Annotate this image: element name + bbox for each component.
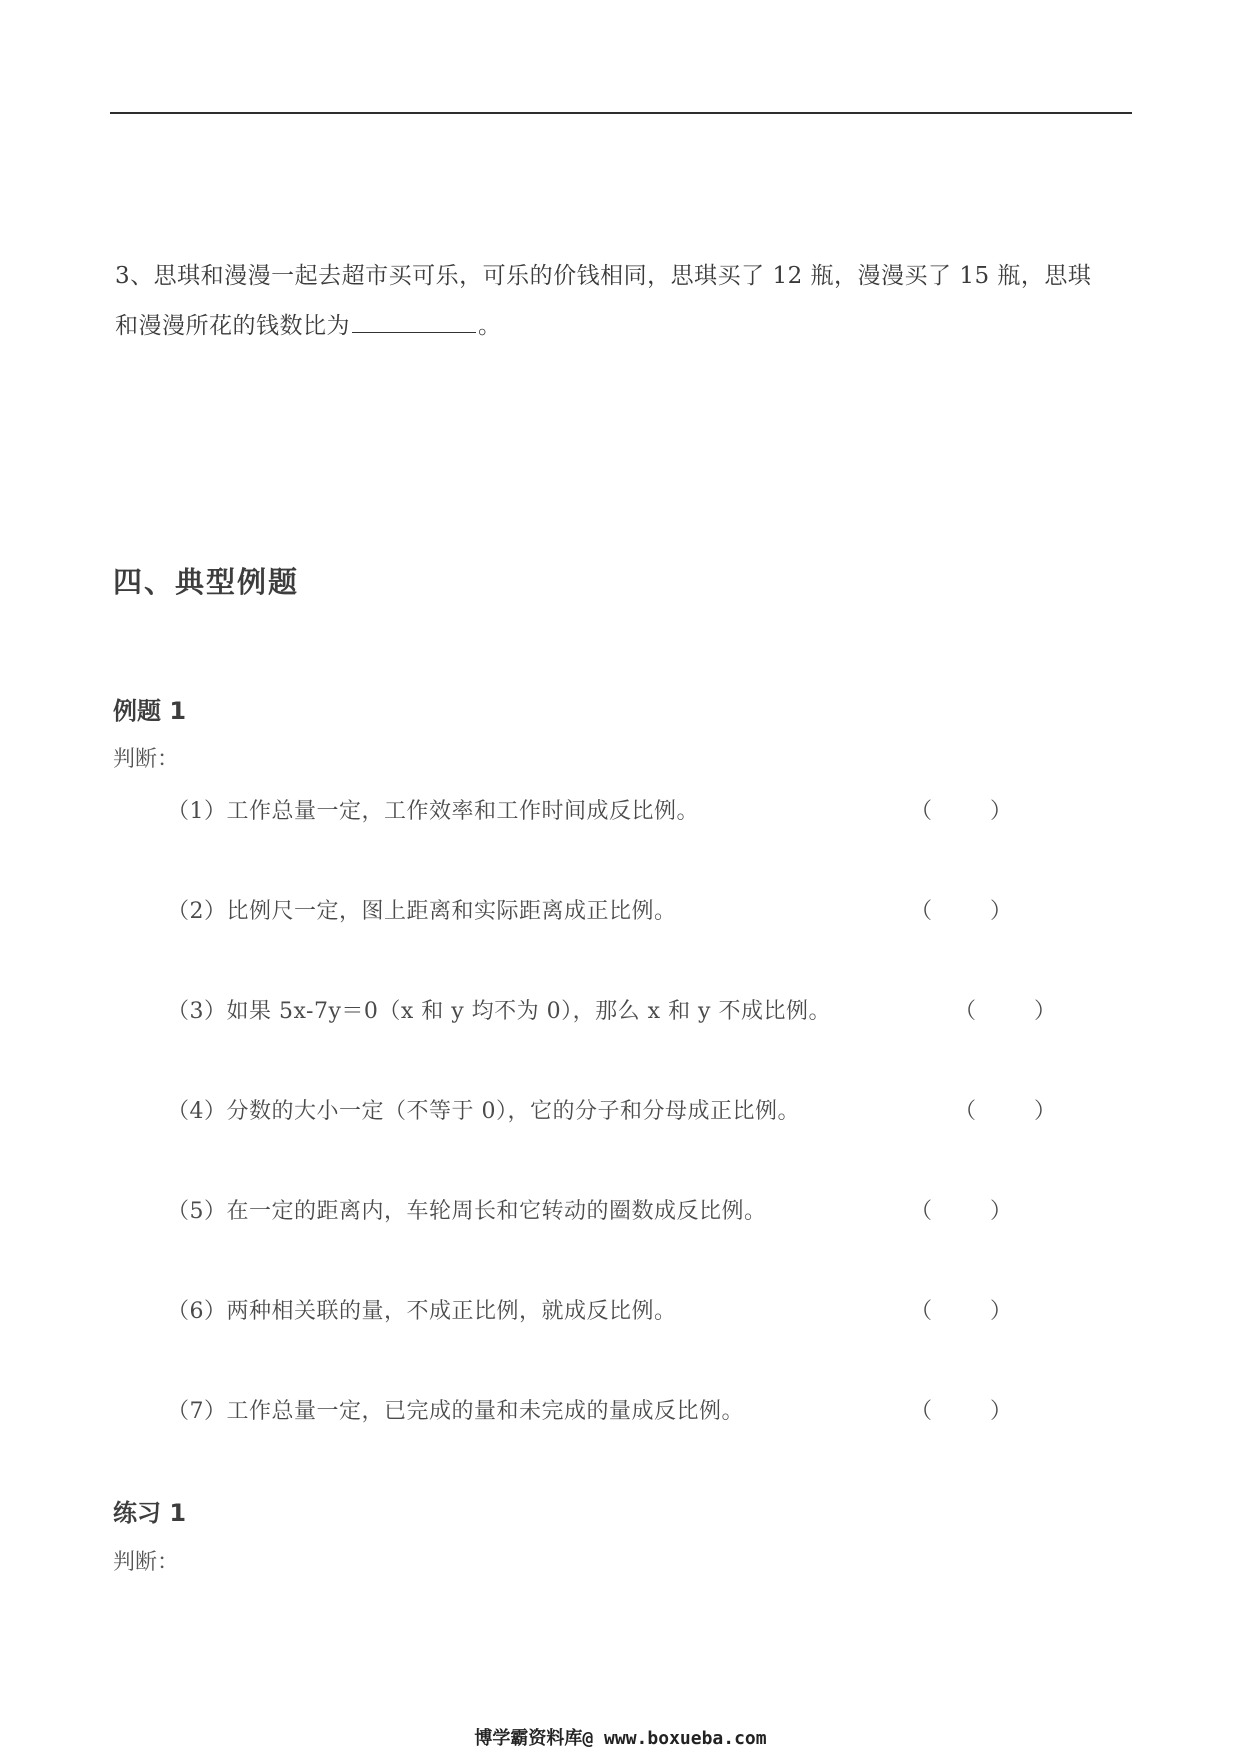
- answer-paren-7: （ ）: [910, 1399, 1013, 1424]
- answer-paren-2: （ ）: [910, 899, 1013, 924]
- header-rule: [110, 112, 1132, 114]
- practice-1-title: 练习 1: [113, 1499, 187, 1527]
- question-3-line-1: 3、思琪和漫漫一起去超市买可乐，可乐的价钱相同，思琪买了 12 瓶，漫漫买了 15 瓶，思琪: [115, 263, 1092, 289]
- answer-blank: [352, 312, 476, 333]
- judge-item-2: （2）比例尺一定，图上距离和实际距离成正比例。: [167, 899, 677, 924]
- judge-item-6: （6）两种相关联的量，不成正比例，就成反比例。: [167, 1299, 677, 1324]
- question-3-suffix: 。: [478, 313, 502, 339]
- footer-watermark: 博学霸资料库@ www.boxueba.com: [474, 1728, 767, 1749]
- answer-paren-5: （ ）: [910, 1199, 1013, 1224]
- answer-paren-3: （ ）: [954, 999, 1057, 1024]
- practice-1-label: 判断：: [113, 1550, 180, 1575]
- answer-paren-6: （ ）: [910, 1299, 1013, 1324]
- example-1-title: 例题 1: [113, 697, 187, 725]
- example-1-label: 判断：: [113, 747, 180, 772]
- answer-paren-4: （ ）: [954, 1099, 1057, 1124]
- judge-item-1: （1）工作总量一定，工作效率和工作时间成反比例。: [167, 799, 699, 824]
- judge-item-3: （3）如果 5x-7y＝0（x 和 y 均不为 0），那么 x 和 y 不成比例。: [167, 999, 831, 1024]
- section-title: 四、典型例题: [113, 565, 300, 599]
- judge-item-5: （5）在一定的距离内，车轮周长和它转动的圈数成反比例。: [167, 1199, 767, 1224]
- question-3-line-2: [115, 307, 1135, 340]
- judge-item-4: （4）分数的大小一定（不等于 0），它的分子和分母成正比例。: [167, 1099, 800, 1124]
- judge-item-7: （7）工作总量一定，已完成的量和未完成的量成反比例。: [167, 1399, 744, 1424]
- answer-paren-1: （ ）: [910, 799, 1013, 824]
- question-3-prefix: 和漫漫所花的钱数比为: [115, 313, 350, 339]
